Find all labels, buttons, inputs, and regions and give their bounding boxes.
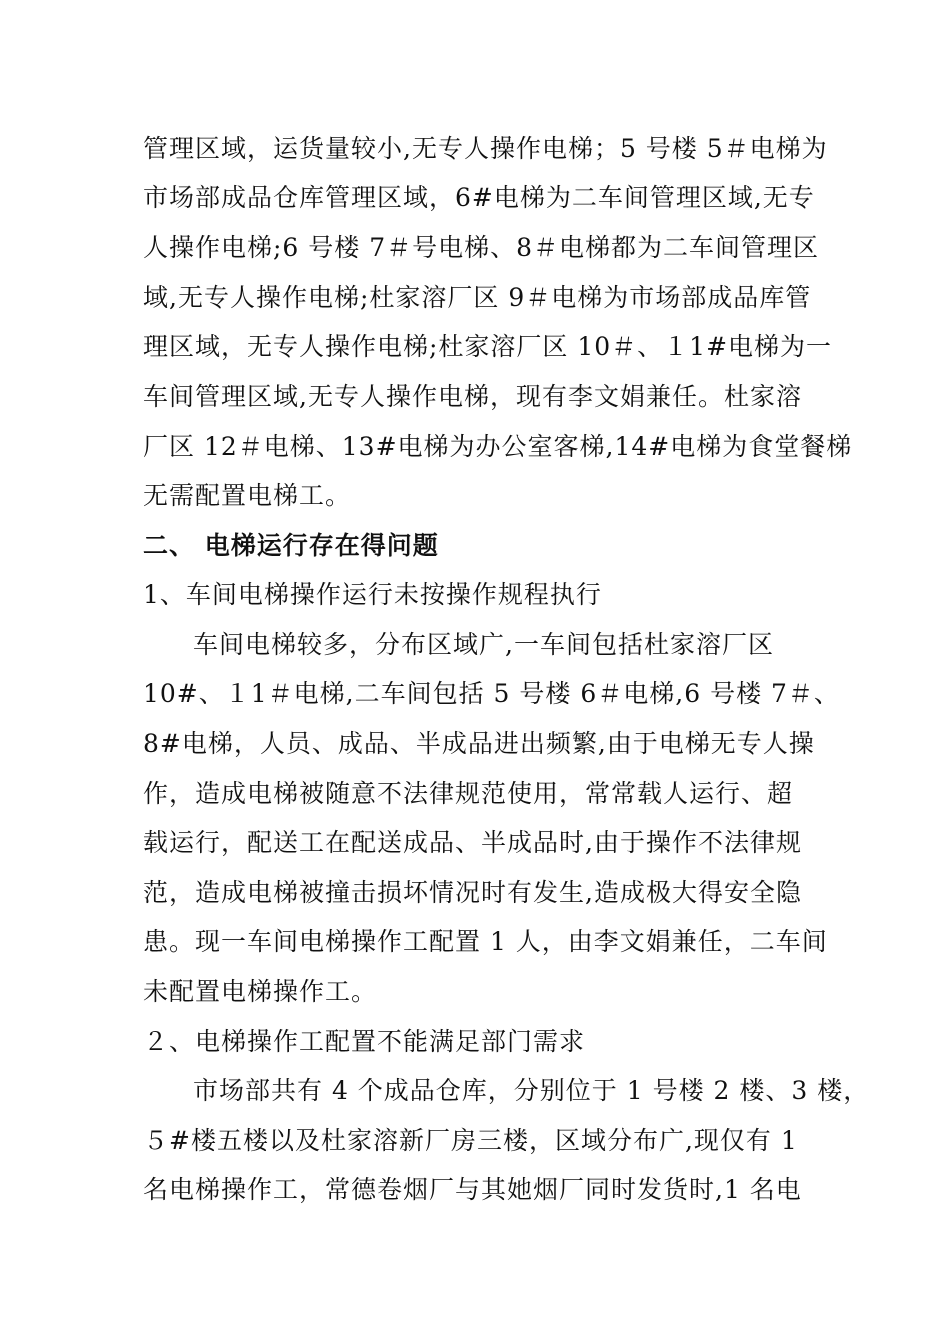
body-text-line: 市场部成品仓库管理区域，6#电梯为二车间管理区域,无专 xyxy=(143,183,815,212)
body-text-line: 人操作电梯;6 号楼 7＃号电梯、8＃电梯都为二车间管理区 xyxy=(143,233,820,262)
subsection-heading: 1、车间电梯操作运行未按操作规程执行 xyxy=(143,580,602,609)
body-text-line: 域,无专人操作电梯;杜家溶厂区 9＃电梯为市场部成品库管 xyxy=(143,283,812,312)
body-text-line: 市场部共有 4 个成品仓库，分别位于 1 号楼 2 楼、3 楼， xyxy=(193,1076,870,1105)
body-text-line: 车间管理区域,无专人操作电梯，现有李文娟兼任。杜家溶 xyxy=(143,382,802,411)
body-text-line: 管理区域，运货量较小,无专人操作电梯；5 号楼 5＃电梯为 xyxy=(143,134,828,163)
body-text-line: 无需配置电梯工。 xyxy=(143,481,352,510)
body-text-line: 8#电梯，人员、成品、半成品进出频繁,由于电梯无专人操 xyxy=(143,729,815,758)
body-text-line: 10#、１1＃电梯,二车间包括 5 号楼 6＃电梯,6 号楼 7＃、 xyxy=(143,679,840,708)
body-text-line: 载运行，配送工在配送成品、半成品时,由于操作不法律规 xyxy=(143,828,802,857)
section-heading: 二、 电梯运行存在得问题 xyxy=(143,531,439,560)
body-text-line: 作，造成电梯被随意不法律规范使用，常常载人运行、超 xyxy=(143,779,794,808)
body-text-line: 厂区 12＃电梯、13#电梯为办公室客梯,14#电梯为食堂餐梯 xyxy=(143,432,853,461)
body-text-line: 未配置电梯操作工。 xyxy=(143,977,378,1006)
body-text-line: 范，造成电梯被撞击损坏情况时有发生,造成极大得安全隐 xyxy=(143,878,802,907)
body-text-line: 理区域，无专人操作电梯;杜家溶厂区 10＃、１1#电梯为一 xyxy=(143,332,833,361)
subsection-heading: ２、电梯操作工配置不能满足部门需求 xyxy=(143,1027,586,1056)
body-text-line: ５#楼五楼以及杜家溶新厂房三楼，区域分布广,现仅有 1 xyxy=(143,1126,798,1155)
body-text-line: 患。现一车间电梯操作工配置 1 人，由李文娟兼任，二车间 xyxy=(143,927,828,956)
body-text-line: 名电梯操作工，常德卷烟厂与其她烟厂同时发货时,1 名电 xyxy=(143,1175,802,1204)
body-text-line: 车间电梯较多，分布区域广,一车间包括杜家溶厂区 xyxy=(193,630,774,659)
